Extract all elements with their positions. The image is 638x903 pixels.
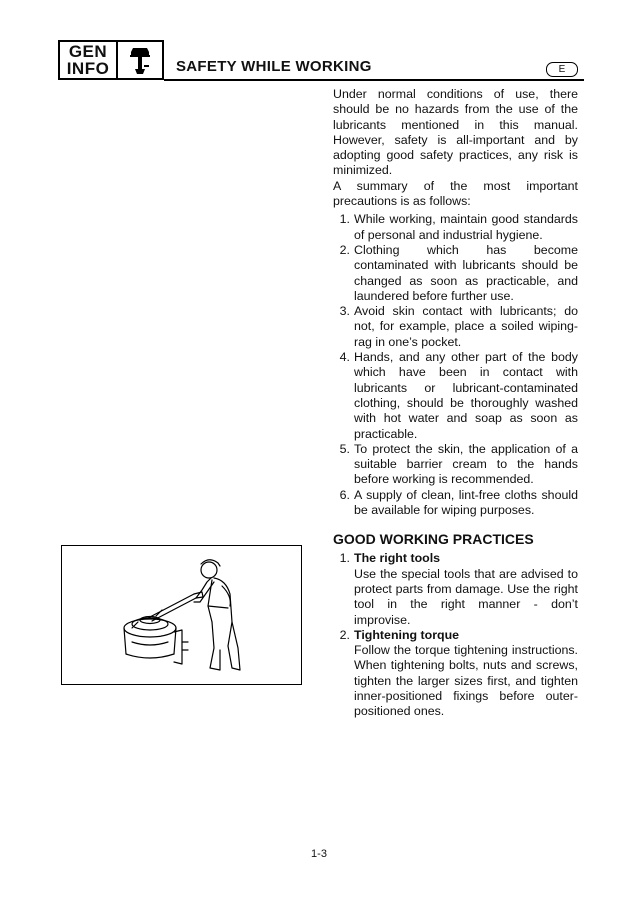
practice-text: Use the special tools that are advised to protect parts from damage. Use the right tool in the right manner - don’t improvise.	[354, 566, 578, 627]
mechanic-with-tool-illustration	[62, 546, 301, 684]
list-text: While working, maintain good standards of personal and industrial hygiene.	[354, 212, 578, 242]
list-text: A supply of clean, lint-free cloths should be available for wiping purposes.	[354, 487, 578, 518]
list-number: 2.	[339, 627, 350, 642]
intro-paragraph-2: A summary of the most important precautions is as follows:	[333, 178, 578, 209]
list-text: To protect the skin, the application of a suitable barrier cream to the hands before working is recommended.	[354, 441, 578, 487]
list-number: 2.	[339, 242, 350, 257]
list-text: Avoid skin contact with lubricants; do not, for example, place a soiled wiping-rag in one’s pocket.	[354, 304, 578, 349]
section-tag-text	[60, 42, 118, 78]
practice-text: Follow the torque tightening instructions. When tightening bolts, nuts and screws, tighten the larger sizes first, and tighten inner-positioned fixings before outer-positioned ones.	[354, 643, 578, 719]
page-number: 1-3	[311, 848, 327, 860]
practice-title: Tightening torque	[354, 627, 460, 642]
section-tag	[58, 40, 164, 80]
list-number: 1.	[339, 551, 350, 566]
list-item	[333, 243, 578, 304]
list-number: 6.	[339, 487, 350, 502]
list-text	[354, 551, 578, 627]
list-item	[333, 304, 578, 350]
list-item	[333, 551, 578, 627]
list-item	[333, 628, 578, 720]
list-number: 1.	[339, 212, 350, 227]
list-number: 5.	[339, 441, 350, 456]
list-number: 3.	[339, 304, 350, 319]
list-text: Hands, and any other part of the body which have been in contact with lubricants or lubricant-contaminated clothing, should be thoroughly washed with hot water and soap as soon as practicable.	[354, 350, 578, 441]
list-text	[354, 628, 578, 720]
content-column	[333, 87, 578, 720]
list-item	[333, 488, 578, 519]
outboard-motor-icon	[118, 42, 162, 78]
list-item	[333, 212, 578, 243]
list-number: 4.	[339, 350, 350, 365]
practice-title: The right tools	[354, 551, 441, 566]
page-title: SAFETY WHILE WORKING	[176, 58, 372, 75]
language-badge: E	[546, 62, 578, 77]
header-rule	[164, 79, 584, 81]
section-tag-line2: INFO	[66, 59, 110, 78]
list-text: Clothing which has become contaminated with lubricants should be changed as soon as practicable, and laundered before further use.	[354, 242, 578, 303]
section-heading: GOOD WORKING PRACTICES	[333, 531, 534, 548]
intro-paragraph-1: Under normal conditions of use, there should be no hazards from the use of the lubricants mentioned in this manual. However, safety is all-important and by adopting good safety practices, any risk is minimized.	[333, 87, 578, 178]
list-item	[333, 350, 578, 442]
illustration-box	[61, 545, 302, 685]
precautions-list	[333, 212, 578, 518]
list-item	[333, 442, 578, 488]
practices-list	[333, 551, 578, 719]
section-tag-line1: GEN	[68, 42, 108, 61]
